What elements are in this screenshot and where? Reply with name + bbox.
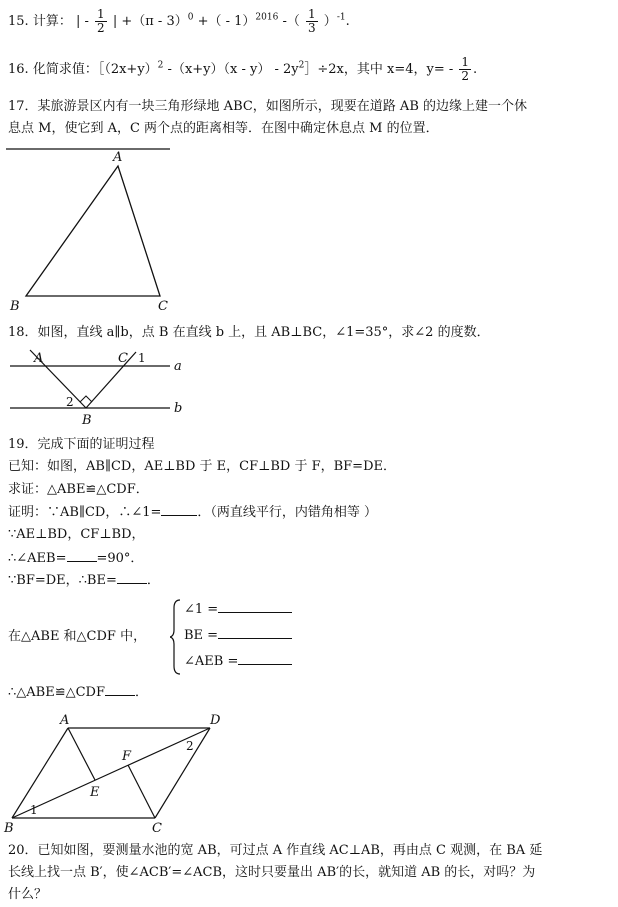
label-angle-1: 1 (138, 351, 146, 365)
question-16: 16. 化简求值：$[(2x+y)^2$ $-(x+y)(x - y) - 2y^2]\div 2x$，其中 x=4，y= - $\frac{1}{2}$ . (8, 55, 478, 83)
label-b: B (10, 299, 20, 314)
segment-bd (12, 728, 210, 818)
fraction-one-half: $\frac{1}{2}$ (461, 55, 470, 83)
question-20-line-1: 20．已知如图，要测量水池的宽 AB，可过点 A 作直线 AC⊥AB，再由点 C 观测，在 BA 延 (8, 843, 543, 858)
label-a: A (113, 150, 123, 165)
brace-row-2: BE = (184, 626, 292, 643)
segment-ae (68, 728, 95, 780)
label-b: B (4, 821, 14, 835)
question-19-prove: 求证：△ABE≌△CDF． (8, 482, 149, 497)
label-line-a: a (174, 359, 182, 374)
label-angle-1: 1 (30, 803, 38, 817)
proof-conclusion: ∴△ABE≌△CDF ． (8, 685, 148, 700)
segment-bc (86, 352, 136, 408)
triangle-abc-diagram (0, 140, 200, 320)
question-15: 15. 计算： | - $\frac{1}{2}$ | +（π - 3）$^0$ +（ - 1）$^{2016}$ -（ $\frac{1}{3}$ ）$^{-1}$. (8, 7, 350, 35)
proof-step-2: ∵AE⊥BD，CF⊥BD， (8, 527, 145, 542)
answer-blank[interactable] (218, 626, 292, 639)
answer-blank[interactable] (67, 549, 97, 562)
parallel-lines-diagram (0, 344, 200, 434)
in-triangles-label: 在△ABE 和△CDF 中， (8, 629, 147, 644)
proof-step-1: 证明：∵AB∥CD，∴∠1= ．（两直线平行，内错角相等 ） (8, 505, 378, 520)
question-17-line-2: 息点 M，使它到 A，C 两个点的距离相等．在图中确定休息点 M 的位置． (8, 121, 439, 136)
brace-icon (170, 598, 182, 676)
segment-ab (12, 728, 68, 818)
answer-blank[interactable] (105, 683, 135, 696)
triangle-abc (26, 166, 160, 296)
parallelogram-diagram (0, 710, 240, 835)
question-19-given: 已知：如图，AB∥CD，AE⊥BD 于 E，CF⊥BD 于 F，BF=DE． (8, 459, 396, 474)
segment-cf (128, 765, 155, 818)
label-b: B (82, 413, 92, 428)
answer-blank[interactable] (117, 571, 147, 584)
question-19-title: 19．完成下面的证明过程 (8, 437, 155, 452)
label-a: A (60, 713, 70, 728)
label-c: C (118, 351, 128, 366)
label-f: F (122, 749, 132, 764)
label-c: C (158, 299, 168, 314)
fraction-one-third: $\frac{1}{3}$ (308, 7, 316, 35)
label-e: E (90, 785, 100, 800)
question-20-line-3: 什么？ (8, 887, 48, 902)
brace-row-1: ∠1 = (184, 600, 292, 617)
label-line-b: b (174, 401, 183, 416)
question-17-line-1: 17．某旅游景区内有一块三角形绿地 ABC，如图所示，现要在道路 AB 的边缘上建一个休 (8, 99, 528, 114)
proof-step-4: ∵BF=DE，∴BE= ． (8, 573, 160, 588)
label-d: D (210, 713, 221, 728)
fraction-one-half: $\frac{1}{2}$ (97, 7, 105, 35)
right-angle-mark (80, 396, 92, 402)
label-c: C (152, 821, 162, 835)
answer-blank[interactable] (218, 600, 292, 613)
congruence-brace (170, 598, 310, 676)
answer-blank[interactable] (238, 652, 292, 665)
proof-step-3: ∴∠AEB= =90°． (8, 551, 144, 566)
answer-blank[interactable] (161, 503, 197, 516)
brace-row-3: ∠AEB = (184, 652, 292, 669)
label-a: A (34, 351, 44, 366)
label-angle-2: 2 (66, 395, 74, 409)
label-angle-2: 2 (186, 739, 194, 753)
segment-dc (155, 728, 210, 818)
question-20-line-2: 长线上找一点 B′，使∠ACB′=∠ACB，这时只要量出 AB′的长，就知道 AB 的长，对吗？为 (8, 865, 536, 880)
question-18: 18．如图，直线 a∥b，点 B 在直线 b 上，且 AB⊥BC，∠1=35°，求∠2 的度数． (8, 325, 490, 340)
